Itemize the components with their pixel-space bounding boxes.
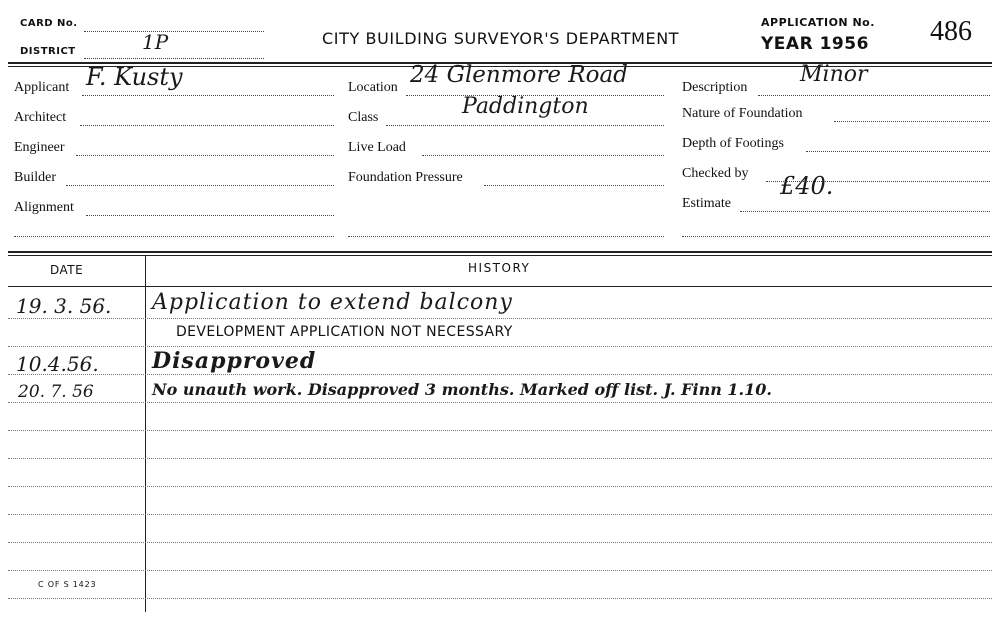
row-1-date: 19. 3. 56. [16, 294, 112, 318]
row-line [8, 598, 992, 599]
live-load-line [422, 155, 664, 156]
row-3-entry: Disapproved [152, 348, 317, 374]
blank-line-left [14, 236, 334, 237]
location-value-2: Paddington [462, 94, 589, 119]
department-title: CITY BUILDING SURVEYOR'S DEPARTMENT [322, 29, 680, 48]
applicant-label: Applicant [14, 80, 70, 95]
row-line [8, 570, 992, 571]
architect-label: Architect [14, 110, 67, 125]
builder-label: Builder [14, 170, 56, 185]
blank-line-middle [348, 236, 664, 237]
class-label: Class [348, 110, 379, 125]
checked-by-label: Checked by [682, 166, 749, 181]
estimate-line [740, 211, 990, 212]
row-line [8, 346, 992, 347]
description-value: Minor [800, 62, 868, 87]
row-line [8, 430, 992, 431]
foundation-pressure-line [484, 185, 664, 186]
live-load-label: Live Load [348, 140, 406, 155]
row-3-date: 10.4.56. [16, 352, 99, 376]
row-line [8, 402, 992, 403]
nature-of-foundation-label: Nature of Foundation [682, 106, 803, 121]
form-code: C OF S 1423 [38, 580, 97, 589]
row-1-entry: Application to extend balcony [152, 290, 513, 315]
card-no-line [84, 31, 264, 32]
nature-of-foundation-line [834, 121, 990, 122]
district-label: DISTRICT [20, 46, 76, 57]
history-header: HISTORY [468, 261, 531, 275]
location-value: 24 Glenmore Road [410, 62, 628, 88]
district-line [84, 58, 264, 59]
row-2-entry: DEVELOPMENT APPLICATION NOT NECESSARY [176, 324, 513, 340]
date-header: DATE [50, 263, 84, 277]
engineer-line [76, 155, 334, 156]
applicant-value: F. Kusty [86, 63, 183, 91]
class-line [386, 125, 664, 126]
estimate-label: Estimate [682, 196, 731, 211]
description-line [758, 95, 990, 96]
row-line [8, 374, 992, 375]
date-column-divider [145, 256, 146, 612]
district-value: 1P [142, 30, 169, 54]
row-line [8, 542, 992, 543]
row-line [8, 486, 992, 487]
row-line [8, 514, 992, 515]
alignment-label: Alignment [14, 200, 74, 215]
engineer-label: Engineer [14, 140, 65, 155]
blank-line-right [682, 236, 990, 237]
builder-line [66, 185, 334, 186]
depth-of-footings-line [806, 151, 990, 152]
description-label: Description [682, 80, 748, 95]
header-bottom-rule [8, 286, 992, 287]
application-number: 486 [930, 16, 972, 47]
row-4-entry: No unauth work. Disapproved 3 months. Marked off list. J. Finn 1.10. [152, 380, 772, 399]
application-no-label: APPLICATION No. [761, 16, 875, 29]
location-label: Location [348, 80, 398, 95]
year-label: YEAR 1956 [761, 34, 869, 54]
applicant-line [82, 95, 334, 96]
card-no-label: CARD No. [20, 18, 78, 29]
architect-line [80, 125, 334, 126]
row-line [8, 458, 992, 459]
table-top-rule [8, 251, 992, 253]
depth-of-footings-label: Depth of Footings [682, 136, 784, 151]
table-top-rule-thin [8, 255, 992, 256]
row-line [8, 318, 992, 319]
row-4-date: 20. 7. 56 [18, 382, 94, 402]
foundation-pressure-label: Foundation Pressure [348, 170, 463, 185]
estimate-value: £40. [780, 172, 834, 200]
alignment-line [86, 215, 334, 216]
